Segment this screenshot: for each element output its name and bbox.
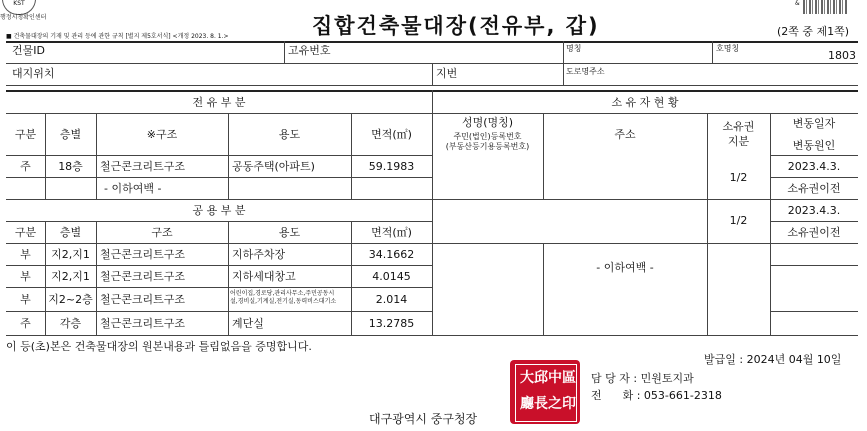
cm-header-type: 구분 <box>14 226 37 239</box>
cm-header-area: 면적(㎡) <box>371 226 412 239</box>
owner-id-header-1: 주민(법인)등록번호 <box>453 132 522 141</box>
cm-header-floor: 층별 <box>59 226 82 239</box>
qr-prefix: & <box>795 0 800 7</box>
owner-share-1: 1/2 <box>729 171 748 184</box>
cm-header-usage: 용도 <box>278 226 301 239</box>
ex-row-usage: 공동주택(아파트) <box>232 160 315 173</box>
table-row-area: 4.0145 <box>372 270 411 283</box>
issue-date: 발급일 : 2024년 04월 10일 <box>704 353 842 366</box>
owner-change-reason-1: 소유권이전 <box>787 182 841 195</box>
table-row-structure: 철근콘크리트구조 <box>100 293 186 306</box>
unit-name-value: 1803 <box>828 49 856 62</box>
owner-address-header: 주소 <box>614 128 636 141</box>
table-row-floor: 지2,지1 <box>51 270 90 283</box>
table-row-floor: 각층 <box>59 317 82 330</box>
building-id-label: 건물ID <box>12 44 45 57</box>
common-section-title: 공 용 부 분 <box>192 204 246 217</box>
qr-code <box>803 0 847 14</box>
owner-share-header-2: 지분 <box>727 135 750 148</box>
contact-phone: 전 화 : 053-661-2318 <box>591 389 722 402</box>
owner-id-header-2: (부동산등기용등록번호) <box>445 142 530 151</box>
ex-header-floor: 층별 <box>59 128 82 141</box>
owner-share-2: 1/2 <box>729 214 748 227</box>
table-row-usage-line2: 설,경비실,기계실,전기실,동력비스대기소 <box>230 298 337 305</box>
name-label: 명칭 <box>566 44 582 53</box>
table-row-structure: 철근콘크리트구조 <box>100 317 186 330</box>
page-indicator: (2쪽 중 제1쪽) <box>777 25 850 38</box>
table-row-type: 부 <box>20 248 31 261</box>
ex-row-area: 59.1983 <box>368 160 415 173</box>
owner-section-title: 소 유 자 현 황 <box>611 96 679 109</box>
ex-header-type: 구분 <box>14 128 37 141</box>
owner-change-reason-2: 소유권이전 <box>787 226 841 239</box>
table-row-structure: 철근콘크리트구조 <box>100 248 186 261</box>
table-row-area: 13.2785 <box>368 317 415 330</box>
owner-change-date-1: 2023.4.3. <box>787 160 841 173</box>
logo-caption: 행정시청확인센터 <box>0 14 47 21</box>
regulation-note: ■ 건축물대장의 기재 및 관리 등에 관한 규칙 [별지 제5호서식] <개정 2023. 8. 1.> <box>6 33 229 40</box>
document-title: 집합건축물대장(전유부, 갑) <box>312 14 600 38</box>
ex-header-usage: 용도 <box>278 128 301 141</box>
site-label: 대지위치 <box>12 67 55 80</box>
ex-row-type: 주 <box>20 160 31 173</box>
owner-change-date-2: 2023.4.3. <box>787 204 841 217</box>
certification-logo <box>2 0 36 15</box>
unit-name-label: 호명칭 <box>716 44 740 53</box>
table-row-type: 부 <box>20 270 31 283</box>
exclusive-section-title: 전 유 부 분 <box>192 96 246 109</box>
issuer-name: 대구광역시 중구청장 <box>369 412 478 426</box>
lot-label: 지번 <box>436 67 458 80</box>
table-row-usage-line1: 어린이집,경로당,관리사무소,주민공동시 <box>230 290 335 297</box>
certification-text: 이 등(초)본은 건축물대장의 원본내용과 틀림없음을 증명합니다. <box>6 340 312 353</box>
ex-row-structure: 철근콘크리트구조 <box>100 160 186 173</box>
ex-header-structure: ※구조 <box>146 128 178 141</box>
owner-share-header-1: 소유권 <box>722 120 755 133</box>
cm-header-structure: 구조 <box>151 226 173 239</box>
owner-blank-note: - 이하여백 - <box>596 261 654 274</box>
table-row-type: 부 <box>20 293 31 306</box>
logo-text: KST <box>13 0 25 7</box>
contact-person: 담 당 자 : 민원토지과 <box>591 372 694 385</box>
ex-row-floor: 18층 <box>58 160 83 173</box>
change-reason-header: 변동원인 <box>792 139 836 152</box>
change-date-header: 변동일자 <box>792 117 836 130</box>
table-row-area: 34.1662 <box>368 248 415 261</box>
ex-header-area: 면적(㎡) <box>371 128 412 141</box>
table-row-floor: 지2~2층 <box>48 293 93 306</box>
ex-blank-note: - 이하여백 - <box>104 182 162 195</box>
table-row-area: 2.014 <box>375 293 408 306</box>
table-row-floor: 지2,지1 <box>51 248 90 261</box>
table-row-structure: 철근콘크리트구조 <box>100 270 186 283</box>
table-row-usage: 계단실 <box>232 317 264 330</box>
unique-no-label: 고유번호 <box>288 44 331 57</box>
table-row-type: 주 <box>20 317 31 330</box>
table-row-usage: 지하주차장 <box>232 248 286 261</box>
official-seal: 大邱 中區 廳長 之印 <box>510 360 580 424</box>
road-address-label: 도로명주소 <box>566 67 605 76</box>
table-row-usage: 지하세대창고 <box>232 270 296 283</box>
owner-name-header: 성명(명칭) <box>461 116 514 129</box>
